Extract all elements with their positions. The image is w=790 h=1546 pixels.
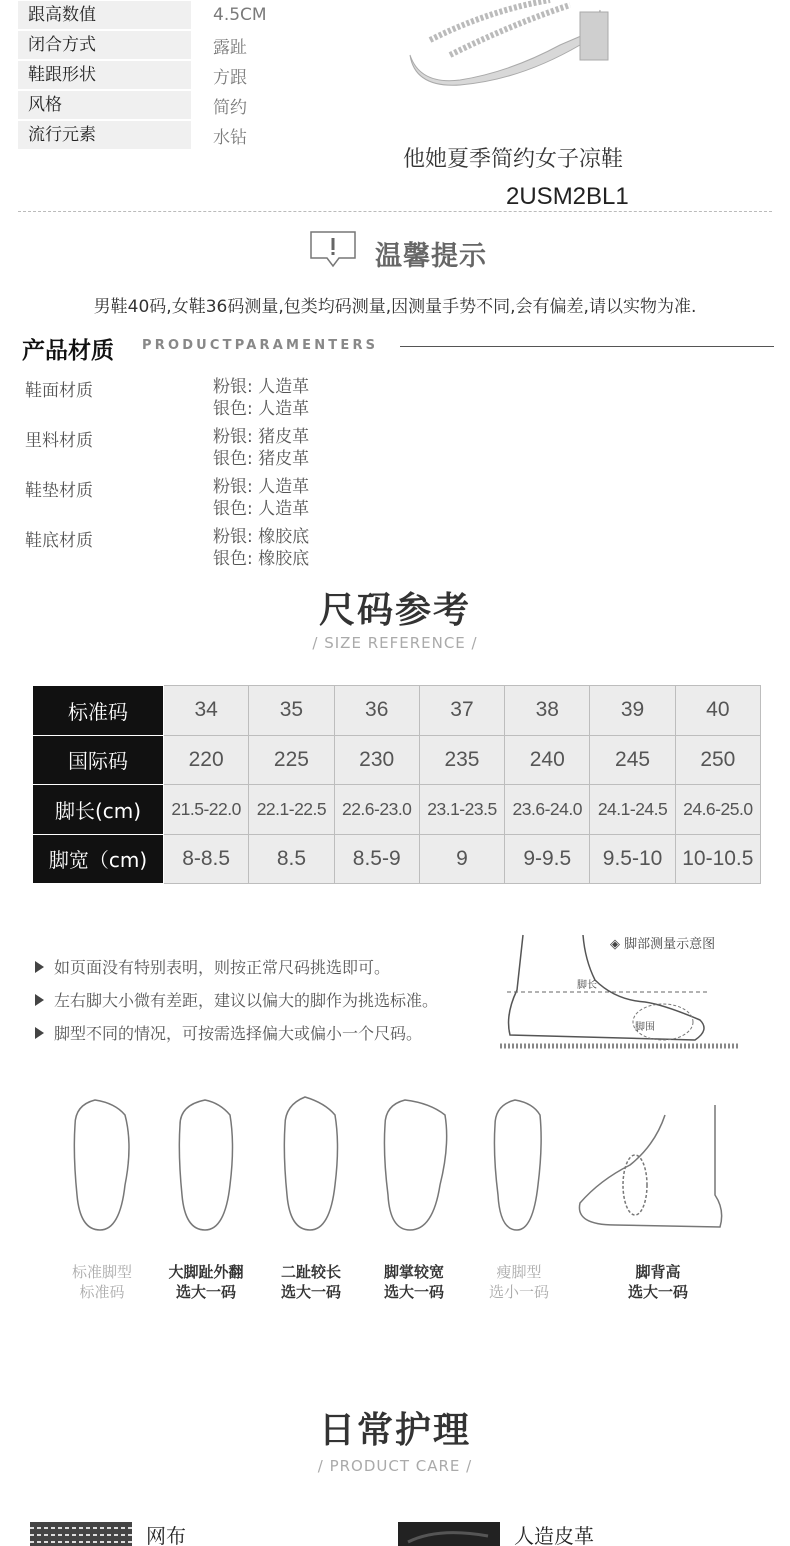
diagram-girth-label: 脚围 — [635, 1022, 655, 1033]
table-cell: 235 — [419, 735, 504, 785]
fit-tips-list — [35, 950, 438, 1049]
spec-key: 跟高数值 — [18, 1, 191, 29]
spec-table — [18, 0, 267, 150]
material-values — [213, 476, 309, 520]
table-cell: 37 — [419, 686, 504, 736]
row-header: 标准码 — [33, 686, 164, 736]
triangle-bullet-icon — [35, 961, 44, 973]
exclamation-bubble-icon — [309, 230, 357, 270]
foot-outline-standard — [74, 1100, 129, 1230]
spec-value: 方跟 — [213, 67, 247, 88]
table-row — [33, 686, 761, 736]
table-cell: 36 — [334, 686, 419, 736]
row-header: 脚宽（cm) — [33, 834, 164, 884]
triangle-bullet-icon — [35, 1027, 44, 1039]
material-value: 银色: 橡胶底 — [213, 549, 310, 569]
material-values — [213, 426, 309, 470]
table-cell: 23.6-24.0 — [505, 785, 590, 835]
spec-value: 水钻 — [213, 127, 247, 148]
foot-outline-wide — [384, 1100, 446, 1230]
material-value: 粉银: 猪皮革 — [213, 427, 310, 447]
table-cell: 10-10.5 — [675, 834, 760, 884]
table-cell: 40 — [675, 686, 760, 736]
leather-swatch — [398, 1522, 500, 1546]
spec-row — [18, 0, 267, 30]
spec-value: 4.5CM — [213, 5, 267, 25]
material-value: 粉银: 橡胶底 — [213, 527, 310, 547]
care-item-leather — [398, 1520, 594, 1546]
table-cell: 22.1-22.5 — [249, 785, 334, 835]
spec-row — [18, 90, 267, 120]
sandal-product-image — [400, 0, 630, 90]
table-cell: 9 — [419, 834, 504, 884]
list-item — [35, 983, 438, 1016]
material-key: 里料材质 — [25, 431, 93, 451]
table-cell: 24.1-24.5 — [590, 785, 675, 835]
tips-title: 温馨提示 — [375, 241, 487, 272]
table-cell: 8.5-9 — [334, 834, 419, 884]
foot-type-advice: 标准码 — [79, 1283, 125, 1301]
material-value: 粉银: 人造革 — [213, 477, 310, 497]
table-cell: 35 — [249, 686, 334, 736]
spec-value: 露趾 — [213, 37, 247, 58]
table-cell: 8.5 — [249, 834, 334, 884]
material-value: 银色: 人造革 — [213, 499, 310, 519]
foot-type-item — [151, 1262, 261, 1302]
foot-type-item — [359, 1262, 469, 1302]
spec-key: 鞋跟形状 — [18, 61, 191, 89]
foot-type-item — [47, 1262, 157, 1302]
table-row — [33, 834, 761, 884]
foot-outline-slim — [494, 1100, 541, 1230]
table-cell: 250 — [675, 735, 760, 785]
table-cell: 240 — [505, 735, 590, 785]
care-label: 网布 — [146, 1524, 186, 1546]
diagram-length-label: 脚长 — [577, 980, 597, 991]
table-cell: 225 — [249, 735, 334, 785]
tip-text: 脚型不同的情况，可按需选择偏大或偏小一个尺码。 — [54, 1024, 423, 1043]
table-cell: 34 — [164, 686, 249, 736]
foot-type-advice: 选大一码 — [280, 1283, 341, 1301]
foot-outline-high-instep — [579, 1105, 721, 1227]
foot-type-advice: 选小一码 — [488, 1283, 549, 1301]
spec-value: 简约 — [213, 97, 247, 118]
foot-type-labels — [0, 1262, 790, 1312]
material-heading: 产品材质 — [22, 338, 114, 364]
spec-row — [18, 30, 267, 60]
foot-type-item — [464, 1262, 574, 1302]
foot-type-item — [603, 1262, 713, 1302]
material-key: 鞋底材质 — [25, 531, 93, 551]
care-title: 日常护理 — [318, 1410, 471, 1451]
table-row — [33, 735, 761, 785]
table-cell: 39 — [590, 686, 675, 736]
foot-outline-long-second-toe — [284, 1097, 337, 1230]
diagram-title: ◈ 脚部测量示意图 — [610, 937, 716, 952]
size-reference-subtitle: / SIZE REFERENCE / — [312, 634, 478, 652]
table-cell: 22.6-23.0 — [334, 785, 419, 835]
table-cell: 23.1-23.5 — [419, 785, 504, 835]
product-title: 他她夏季简约女子凉鞋 — [403, 147, 624, 172]
spec-key: 风格 — [18, 91, 191, 119]
tip-text: 左右脚大小微有差距，建议以偏大的脚作为挑选标准。 — [54, 991, 439, 1010]
material-key: 鞋面材质 — [25, 381, 93, 401]
material-values — [213, 526, 309, 570]
foot-type-name: 大脚趾外翻 — [168, 1263, 244, 1281]
table-row — [33, 785, 761, 835]
triangle-bullet-icon — [35, 994, 44, 1006]
table-cell: 9.5-10 — [590, 834, 675, 884]
foot-type-name: 瘦脚型 — [496, 1263, 542, 1281]
table-cell: 21.5-22.0 — [164, 785, 249, 835]
foot-type-name: 脚掌较宽 — [383, 1263, 444, 1281]
spec-row — [18, 120, 267, 150]
table-cell: 220 — [164, 735, 249, 785]
list-item — [35, 950, 438, 983]
material-value: 银色: 人造革 — [213, 399, 310, 419]
tip-text: 如页面没有特别表明，则按正常尺码挑选即可。 — [54, 958, 391, 977]
size-reference-title: 尺码参考 — [318, 590, 471, 631]
foot-types-illustration — [55, 1085, 755, 1240]
spec-row — [18, 60, 267, 90]
mesh-fabric-swatch — [30, 1522, 132, 1546]
table-cell: 9-9.5 — [505, 834, 590, 884]
foot-measurement-diagram — [495, 930, 755, 1058]
table-cell: 38 — [505, 686, 590, 736]
foot-type-advice: 选大一码 — [383, 1283, 444, 1301]
tips-text: 男鞋40码,女鞋36码测量,包类均码测量,因测量手势不同,会有偏差,请以实物为准. — [93, 297, 697, 317]
table-cell: 230 — [334, 735, 419, 785]
table-cell: 245 — [590, 735, 675, 785]
spec-key: 流行元素 — [18, 121, 191, 149]
divider — [18, 211, 772, 212]
foot-type-name: 脚背高 — [635, 1263, 681, 1281]
table-cell: 24.6-25.0 — [675, 785, 760, 835]
list-item — [35, 1016, 438, 1049]
care-label: 人造皮革 — [514, 1524, 594, 1546]
row-header: 脚长(cm) — [33, 785, 164, 835]
care-subtitle: / PRODUCT CARE / — [317, 1457, 473, 1475]
material-key: 鞋垫材质 — [25, 481, 93, 501]
row-header: 国际码 — [33, 735, 164, 785]
foot-type-advice: 选大一码 — [175, 1283, 236, 1301]
material-value: 银色: 猪皮革 — [213, 449, 310, 469]
table-cell: 8-8.5 — [164, 834, 249, 884]
care-item-mesh — [30, 1520, 186, 1546]
foot-outline-bunion — [179, 1100, 232, 1230]
material-value: 粉银: 人造革 — [213, 377, 310, 397]
material-subheading: PRODUCTPARAMENTERS — [142, 338, 379, 353]
foot-type-item — [256, 1262, 366, 1302]
size-table — [32, 685, 761, 884]
material-values — [213, 376, 309, 420]
foot-type-name: 标准脚型 — [71, 1263, 132, 1281]
product-code: 2USM2BL1 — [506, 183, 629, 210]
spec-key: 闭合方式 — [18, 31, 191, 59]
foot-type-name: 二趾较长 — [280, 1263, 341, 1281]
foot-type-advice: 选大一码 — [627, 1283, 688, 1301]
divider — [400, 346, 774, 347]
